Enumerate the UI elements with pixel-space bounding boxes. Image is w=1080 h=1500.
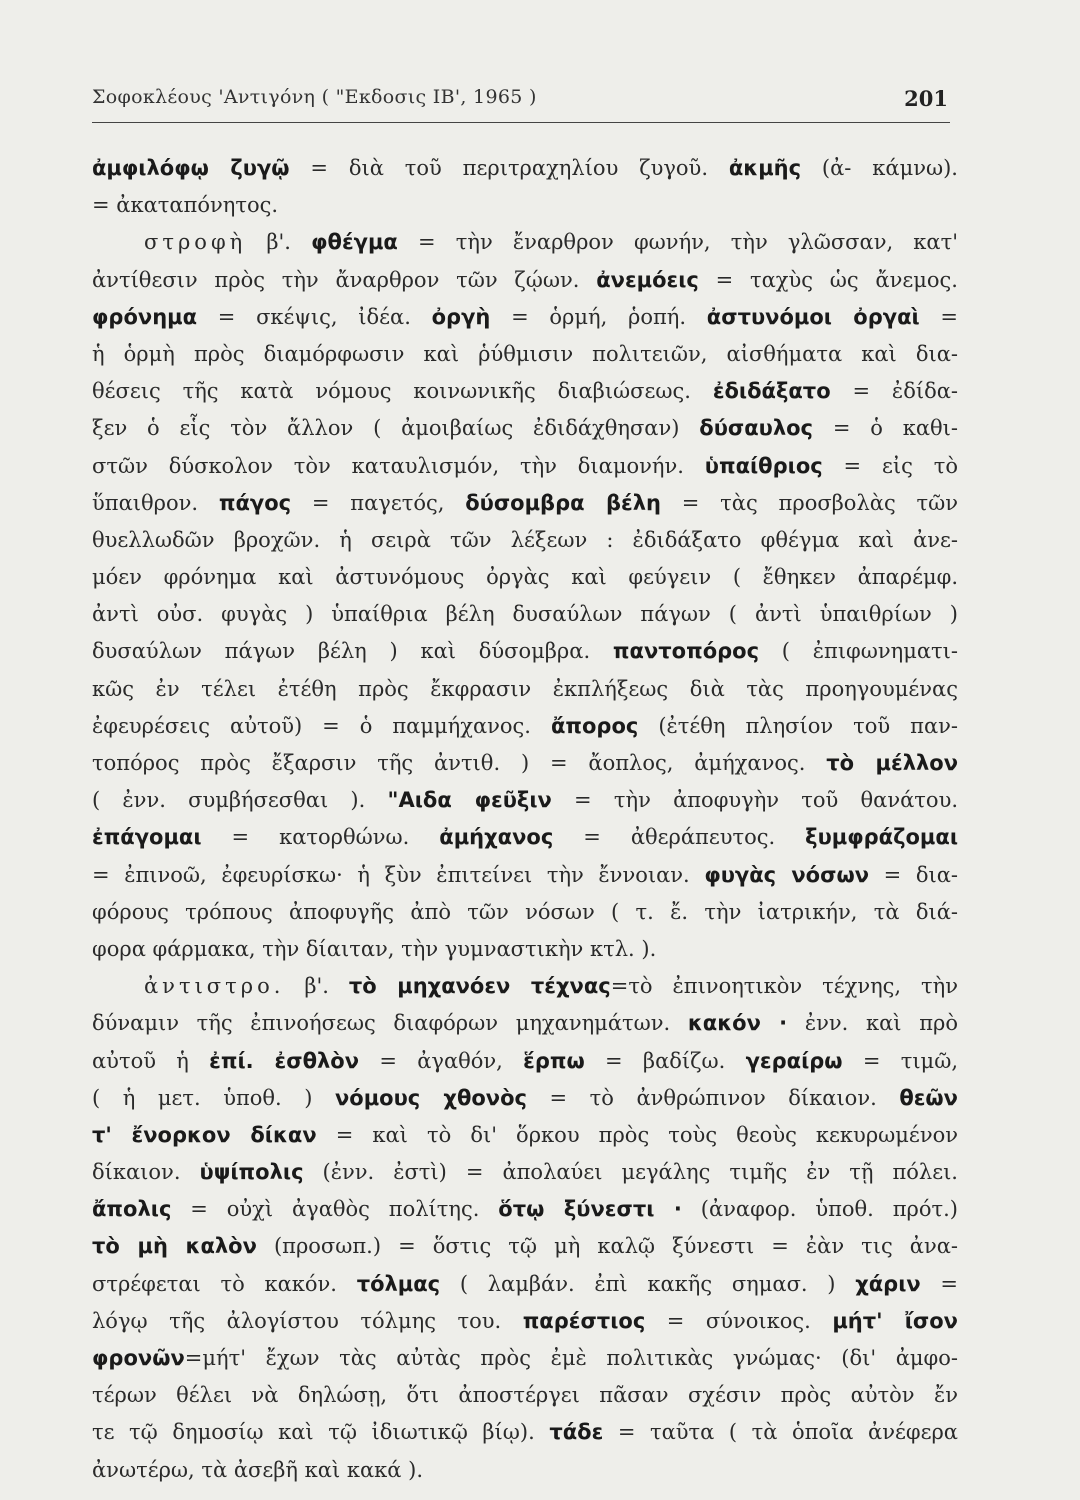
headword: γεραίρω xyxy=(745,1048,843,1073)
gloss-text: ξεν ὁ εἷς τὸν ἄλλον ( ἀμοιβαίως ἐδιδάχθησαν) xyxy=(92,416,700,441)
headword: ἀνεμόεις xyxy=(596,267,699,292)
gloss-text: ἀντὶ οὐσ. φυγὰς ) ὑπαίθρια βέλη δυσαύλων πάγων ( ἀντὶ ὑπαιθρίων ) xyxy=(92,602,958,627)
gloss-text: ( λαμβάν. ἐπὶ κακῆς σημασ. ) xyxy=(440,1271,856,1296)
text-line xyxy=(92,485,958,522)
gloss-text: ἡ ὁρμὴ πρὸς διαμόρφωσιν καὶ ῥύθμισιν πολιτειῶν, αἰσθήματα καὶ δια- xyxy=(92,341,958,366)
text-line xyxy=(92,336,958,373)
text-line xyxy=(92,1154,958,1191)
headword: ἐπάγομαι xyxy=(92,825,202,850)
gloss-text: (ἐνν. ἐστὶ) = ἀπολαύει μεγάλης τιμῆς ἐν τῇ πόλει. xyxy=(303,1160,958,1185)
gloss-text: (ἐτέθη πλησίον τοῦ παν- xyxy=(638,713,958,738)
gloss-text: = xyxy=(919,304,958,329)
page-number: 201 xyxy=(904,86,948,111)
text-line xyxy=(92,857,958,894)
gloss-text: = σκέψις, ἰδέα. xyxy=(197,304,432,329)
gloss-text: β'. xyxy=(284,974,349,999)
gloss-text: = κατορθώνω. xyxy=(201,825,440,850)
gloss-text: ἀνωτέρω, τὰ ἀσεβῆ καὶ κακά ). xyxy=(92,1457,424,1482)
headword: ὀργὴ xyxy=(431,304,491,329)
gloss-text: = ἀγαθόν, xyxy=(359,1048,524,1073)
gloss-text: = ἐπινοῶ, ἐφευρίσκω· ἡ ξὺν ἐπιτείνει τὴν ἔννοιαν. xyxy=(92,862,705,887)
gloss-text: αὐτοῦ ἡ xyxy=(92,1048,210,1073)
gloss-text: ( ἐπιφωνηματι- xyxy=(759,639,958,664)
gloss-text: β'. xyxy=(246,230,312,255)
gloss-text: (ἀναφορ. ὑποθ. πρότ.) xyxy=(681,1197,958,1222)
gloss-text: = δια- xyxy=(869,862,958,887)
text-line xyxy=(92,262,958,299)
headword: "Αιδα φεῦξιν xyxy=(387,788,552,813)
gloss-text: (ἀ- κάμνω). xyxy=(801,156,958,180)
gloss-text: = ταχὺς ὡς ἄνεμος. xyxy=(698,267,958,292)
gloss-text: = ἀκαταπόνητος. xyxy=(92,193,279,218)
gloss-text: (προσωπ.) = ὅστις τῷ μὴ καλῷ ξύνεστι = ἐὰν τις ἀνα- xyxy=(256,1234,958,1259)
gloss-text: = βαδίζω. xyxy=(584,1048,746,1073)
text-line xyxy=(92,708,958,745)
text-line xyxy=(92,224,958,261)
headword: χάριν xyxy=(855,1271,921,1296)
gloss-text: = xyxy=(920,1271,958,1296)
headword: φρόνημα xyxy=(92,304,198,329)
gloss-text: = τὰς προσβολὰς τῶν xyxy=(660,490,958,515)
gloss-text: = τὴν ἔναρθρον φωνήν, τὴν γλῶσσαν, κατ' xyxy=(397,230,958,255)
gloss-text: ἐνν. καὶ πρὸ xyxy=(787,1011,958,1036)
gloss-text: φόρους τρόπους ἀποφυγῆς ἀπὸ τῶν νόσων ( τ. ἔ. τὴν ἰατρικήν, τὰ διά- xyxy=(92,899,958,924)
gloss-text: = ταῦτα ( τὰ ὁποῖα ἀνέφερα xyxy=(603,1420,958,1445)
headword: ἄπολις xyxy=(92,1197,172,1222)
gloss-text: = διὰ τοῦ περιτραχηλίου ζυγοῦ. xyxy=(289,156,729,180)
gloss-text: δίκαιον. xyxy=(92,1160,200,1185)
headword: κακόν · xyxy=(687,1011,788,1036)
header-title xyxy=(92,86,537,108)
text-line xyxy=(92,299,958,336)
gloss-text: = ἀθεράπευτος. xyxy=(553,825,806,850)
gloss-text: δυσαύλων πάγων βέλη ) καὶ δύσομβρα. xyxy=(92,639,613,664)
headword: τὸ μηχανόεν τέχνας xyxy=(348,974,611,999)
text-line xyxy=(92,671,958,708)
text-line xyxy=(92,1117,958,1154)
gloss-text: = σύνοικος. xyxy=(645,1308,833,1333)
gloss-text: ἀντίθεσιν πρὸς τὴν ἄναρθρον τῶν ζῴων. xyxy=(92,267,597,292)
gloss-text: μόεν φρόνημα καὶ ἀστυνόμους ὀργὰς καὶ φεύγειν ( ἔθηκεν ἀπαρέμφ. xyxy=(92,565,958,590)
headword: ἀστυνόμοι ὀργαὶ xyxy=(706,304,920,329)
text-line xyxy=(92,559,958,596)
headword: φθέγμα xyxy=(311,230,398,255)
section-marker: στροφὴ xyxy=(144,230,247,255)
headword: φυγὰς νόσων xyxy=(704,862,870,887)
headword: ἀμφιλόφῳ ζυγῷ xyxy=(92,156,290,180)
gloss-text: στρέφεται τὸ κακόν. xyxy=(92,1271,357,1296)
text-line xyxy=(92,1191,958,1228)
headword: ἐπί. ἐσθλὸν xyxy=(209,1048,360,1073)
gloss-text: θυελλωδῶν βροχῶν. ἡ σειρὰ τῶν λέξεων : ἐδιδάξατο φθέγμα καὶ ἀνε- xyxy=(92,527,958,552)
gloss-text: = καὶ τὸ δι' ὅρκου πρὸς τοὺς θεοὺς κεκυρωμένον xyxy=(316,1122,958,1147)
gloss-text: = εἰς τὸ xyxy=(822,453,958,478)
text-line xyxy=(92,819,958,856)
running-header xyxy=(92,78,950,123)
headword: ὑπαίθριος xyxy=(704,453,823,478)
section-marker: ἀντιστρο. xyxy=(144,974,285,999)
headword: δύσομβρα βέλη xyxy=(465,490,661,515)
text-line xyxy=(92,894,958,931)
gloss-text: = παγετός, xyxy=(291,490,466,515)
headword: δύσαυλος xyxy=(699,416,814,441)
gloss-text: ( ἡ μετ. ὑποθ. ) xyxy=(92,1085,335,1110)
text-line xyxy=(92,1414,958,1451)
text-line xyxy=(92,1377,958,1414)
gloss-text: =μήτ' ἔχων τὰς αὐτὰς πρὸς ἐμὲ πολιτικὰς γνώμας· (δι' ἀμφο- xyxy=(184,1346,958,1370)
gloss-text: = ὁρμή, ῥοπή. xyxy=(490,304,707,329)
gloss-text: λόγῳ τῆς ἀλογίστου τόλμης του. xyxy=(92,1308,523,1333)
text-line xyxy=(92,633,958,670)
text-line xyxy=(92,931,958,968)
headword: ἄπορος xyxy=(550,713,639,738)
text-line xyxy=(92,1080,958,1117)
headword: παρέστιος xyxy=(522,1308,646,1333)
headword: ὑψίπολις xyxy=(199,1160,304,1185)
text-line xyxy=(92,745,958,782)
gloss-text: = τὸ ἀνθρώπινον δίκαιον. xyxy=(527,1085,900,1110)
text-line xyxy=(92,187,958,224)
gloss-text: = ὁ καθι- xyxy=(813,416,958,441)
text-line xyxy=(92,150,958,187)
text-line xyxy=(92,782,958,819)
gloss-text: τε τῷ δημοσίῳ καὶ τῷ ἰδιωτικῷ βίῳ). xyxy=(92,1420,550,1445)
text-line xyxy=(92,1303,958,1340)
headword: ἕρπω xyxy=(523,1048,585,1073)
gloss-text: δύναμιν τῆς ἐπινοήσεως διαφόρων μηχανημάτων. xyxy=(92,1011,688,1036)
text-line xyxy=(92,373,958,410)
text-line xyxy=(92,410,958,447)
headword: μήτ' ἴσον xyxy=(832,1308,958,1333)
text-line xyxy=(92,1266,958,1303)
gloss-text: ὕπαιθρον. xyxy=(92,490,219,515)
text-line xyxy=(92,448,958,485)
gloss-text: = οὐχὶ ἀγαθὸς πολίτης. xyxy=(171,1197,499,1222)
gloss-text: ἐφευρέσεις αὐτοῦ) = ὁ παμμήχανος. xyxy=(92,713,551,738)
gloss-text: τέρων θέλει νὰ δηλώσῃ, ὅτι ἀποστέργει πᾶσαν σχέσιν πρὸς αὐτὸν ἔν xyxy=(92,1383,958,1408)
text-line xyxy=(92,1452,958,1489)
headword: ἐδιδάξατο xyxy=(712,379,831,404)
headword: ξυμφράζομαι xyxy=(805,825,958,850)
gloss-text: = ἐδίδα- xyxy=(830,379,958,404)
headword: τὸ μέλλον xyxy=(826,751,958,775)
headword: παντοπόρος xyxy=(612,639,760,664)
gloss-text: τοπόρος πρὸς ἔξαρσιν τῆς ἀντιθ. ) = ἄοπλος, ἀμήχανος. xyxy=(92,751,827,775)
text-line xyxy=(92,522,958,559)
headword: φρονῶν xyxy=(92,1346,185,1370)
gloss-text: στῶν δύσκολον τὸν καταυλισμόν, τὴν διαμονήν. xyxy=(92,453,705,478)
gloss-text: φορα φάρμακα, τὴν δίαιταν, τὴν γυμναστικὴν κτλ. ). xyxy=(92,936,657,961)
gloss-text: θέσεις τῆς κατὰ νόμους κοινωνικῆς διαβιώσεως. xyxy=(92,379,713,404)
gloss-text: κῶς ἐν τέλει ἐτέθη πρὸς ἔκφρασιν ἐκπλήξεως διὰ τὰς προηγουμένας xyxy=(92,676,958,701)
text-line xyxy=(92,1043,958,1080)
text-line xyxy=(92,1005,958,1042)
text-line xyxy=(92,596,958,633)
headword: νόμους χθονὸς xyxy=(335,1085,527,1110)
headword: πάγος xyxy=(218,490,292,515)
headword: τάδε xyxy=(549,1420,604,1445)
headword: θεῶν xyxy=(899,1085,958,1110)
gloss-text: ( ἐνν. συμβήσεσθαι ). xyxy=(92,788,388,813)
text-line xyxy=(92,1228,958,1265)
text-line xyxy=(92,1340,958,1377)
glossary-body xyxy=(92,150,958,1489)
headword: τὸ μὴ καλὸν xyxy=(92,1234,257,1259)
header-title-text: Σοφοκλέους 'Αντιγόνη ( "Εκδοσις ΙΒ', 1965 ) xyxy=(92,86,537,108)
gloss-text: = τιμῶ, xyxy=(842,1048,958,1073)
gloss-text: =τὸ ἐπινοητικὸν τέχνης, τὴν xyxy=(610,974,958,999)
headword: τόλμας xyxy=(356,1271,441,1296)
headword: ἀκμῆς xyxy=(728,156,802,180)
gloss-text: = τὴν ἀποφυγὴν τοῦ θανάτου. xyxy=(551,788,958,813)
headword: ἀμήχανος xyxy=(439,825,554,850)
text-line xyxy=(92,968,958,1005)
headword: ὅτῳ ξύνεστι · xyxy=(498,1197,682,1222)
headword: τ' ἔνορκον δίκαν xyxy=(92,1122,317,1147)
